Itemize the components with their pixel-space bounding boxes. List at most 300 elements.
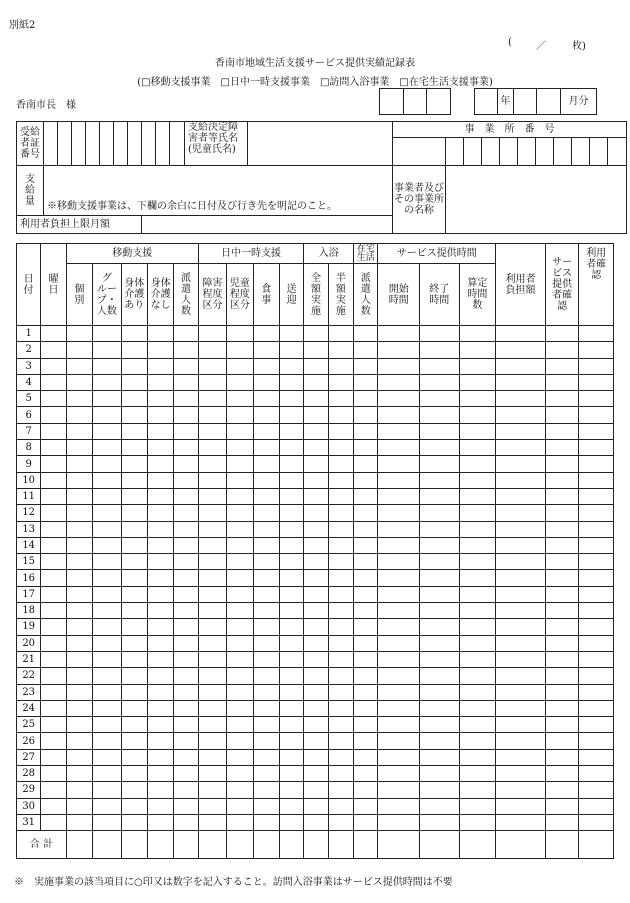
record-cell[interactable] xyxy=(198,798,226,814)
record-cell[interactable] xyxy=(147,505,173,521)
record-cell[interactable] xyxy=(459,766,496,782)
record-cell[interactable] xyxy=(545,423,579,439)
record-cell[interactable] xyxy=(147,570,173,586)
record-cell[interactable] xyxy=(279,603,303,619)
record-cell[interactable] xyxy=(41,766,66,782)
record-cell[interactable] xyxy=(66,505,92,521)
record-cell[interactable] xyxy=(147,586,173,602)
record-cell[interactable] xyxy=(227,766,253,782)
record-cell[interactable] xyxy=(41,700,66,716)
record-cell[interactable] xyxy=(66,342,92,358)
record-cell[interactable] xyxy=(496,586,546,602)
record-cell[interactable] xyxy=(121,651,147,667)
record-cell[interactable] xyxy=(545,472,579,488)
record-cell[interactable] xyxy=(66,554,92,570)
record-cell[interactable] xyxy=(253,374,279,390)
record-cell[interactable] xyxy=(121,374,147,390)
record-cell[interactable] xyxy=(279,635,303,651)
record-cell[interactable] xyxy=(279,423,303,439)
record-cell[interactable] xyxy=(279,814,303,830)
record-cell[interactable] xyxy=(545,766,579,782)
record-cell[interactable] xyxy=(198,472,226,488)
record-cell[interactable] xyxy=(227,798,253,814)
record-cell[interactable] xyxy=(579,440,614,456)
record-cell[interactable] xyxy=(279,374,303,390)
record-cell[interactable] xyxy=(93,537,121,553)
record-cell[interactable] xyxy=(41,782,66,798)
record-cell[interactable] xyxy=(198,684,226,700)
record-cell[interactable] xyxy=(93,488,121,504)
record-cell[interactable] xyxy=(496,733,546,749)
record-cell[interactable] xyxy=(66,374,92,390)
record-cell[interactable] xyxy=(579,374,614,390)
record-cell[interactable] xyxy=(227,342,253,358)
record-cell[interactable] xyxy=(459,326,496,342)
record-cell[interactable] xyxy=(459,586,496,602)
record-cell[interactable] xyxy=(198,700,226,716)
record-cell[interactable] xyxy=(66,391,92,407)
record-cell[interactable] xyxy=(545,700,579,716)
record-cell[interactable] xyxy=(545,619,579,635)
record-cell[interactable] xyxy=(304,391,328,407)
record-cell[interactable] xyxy=(496,603,546,619)
record-cell[interactable] xyxy=(41,521,66,537)
record-cell[interactable] xyxy=(253,554,279,570)
record-cell[interactable] xyxy=(304,603,328,619)
record-cell[interactable] xyxy=(121,391,147,407)
record-cell[interactable] xyxy=(279,326,303,342)
record-cell[interactable] xyxy=(354,619,378,635)
record-cell[interactable] xyxy=(378,521,420,537)
record-cell[interactable] xyxy=(459,521,496,537)
record-cell[interactable] xyxy=(496,358,546,374)
record-cell[interactable] xyxy=(147,668,173,684)
record-cell[interactable] xyxy=(545,717,579,733)
record-cell[interactable] xyxy=(459,814,496,830)
record-cell[interactable] xyxy=(279,391,303,407)
record-cell[interactable] xyxy=(459,603,496,619)
record-cell[interactable] xyxy=(420,391,460,407)
record-cell[interactable] xyxy=(66,407,92,423)
record-cell[interactable] xyxy=(545,342,579,358)
record-cell[interactable] xyxy=(279,766,303,782)
record-cell[interactable] xyxy=(198,391,226,407)
record-cell[interactable] xyxy=(41,358,66,374)
record-cell[interactable] xyxy=(253,456,279,472)
record-cell[interactable] xyxy=(354,358,378,374)
record-cell[interactable] xyxy=(459,749,496,765)
record-cell[interactable] xyxy=(66,521,92,537)
record-cell[interactable] xyxy=(579,391,614,407)
record-cell[interactable] xyxy=(420,440,460,456)
record-cell[interactable] xyxy=(198,374,226,390)
record-cell[interactable] xyxy=(198,668,226,684)
record-cell[interactable] xyxy=(93,326,121,342)
record-cell[interactable] xyxy=(328,684,353,700)
record-cell[interactable] xyxy=(41,374,66,390)
record-cell[interactable] xyxy=(41,668,66,684)
record-cell[interactable] xyxy=(328,651,353,667)
record-cell[interactable] xyxy=(354,521,378,537)
record-cell[interactable] xyxy=(121,668,147,684)
record-cell[interactable] xyxy=(579,407,614,423)
record-cell[interactable] xyxy=(121,488,147,504)
record-cell[interactable] xyxy=(579,456,614,472)
record-cell[interactable] xyxy=(93,717,121,733)
record-cell[interactable] xyxy=(66,603,92,619)
total-cell[interactable] xyxy=(328,831,353,859)
record-cell[interactable] xyxy=(420,668,460,684)
record-cell[interactable] xyxy=(93,798,121,814)
record-cell[interactable] xyxy=(496,423,546,439)
record-cell[interactable] xyxy=(459,342,496,358)
record-cell[interactable] xyxy=(304,456,328,472)
record-cell[interactable] xyxy=(579,782,614,798)
record-cell[interactable] xyxy=(253,326,279,342)
record-cell[interactable] xyxy=(420,456,460,472)
record-cell[interactable] xyxy=(93,782,121,798)
record-cell[interactable] xyxy=(378,537,420,553)
record-cell[interactable] xyxy=(198,554,226,570)
record-cell[interactable] xyxy=(93,374,121,390)
record-cell[interactable] xyxy=(378,505,420,521)
record-cell[interactable] xyxy=(354,635,378,651)
record-cell[interactable] xyxy=(227,358,253,374)
record-cell[interactable] xyxy=(147,684,173,700)
record-cell[interactable] xyxy=(328,798,353,814)
record-cell[interactable] xyxy=(198,440,226,456)
record-cell[interactable] xyxy=(354,391,378,407)
record-cell[interactable] xyxy=(227,586,253,602)
record-cell[interactable] xyxy=(304,505,328,521)
record-cell[interactable] xyxy=(121,684,147,700)
record-cell[interactable] xyxy=(227,326,253,342)
record-cell[interactable] xyxy=(545,603,579,619)
record-cell[interactable] xyxy=(121,440,147,456)
record-cell[interactable] xyxy=(147,619,173,635)
record-cell[interactable] xyxy=(328,717,353,733)
record-cell[interactable] xyxy=(121,717,147,733)
record-cell[interactable] xyxy=(198,456,226,472)
record-cell[interactable] xyxy=(420,423,460,439)
record-cell[interactable] xyxy=(147,554,173,570)
record-cell[interactable] xyxy=(198,651,226,667)
record-cell[interactable] xyxy=(147,749,173,765)
record-cell[interactable] xyxy=(304,586,328,602)
record-cell[interactable] xyxy=(253,717,279,733)
record-cell[interactable] xyxy=(579,472,614,488)
record-cell[interactable] xyxy=(496,635,546,651)
record-cell[interactable] xyxy=(121,456,147,472)
record-cell[interactable] xyxy=(328,358,353,374)
record-cell[interactable] xyxy=(227,749,253,765)
record-cell[interactable] xyxy=(227,668,253,684)
record-cell[interactable] xyxy=(147,766,173,782)
record-cell[interactable] xyxy=(304,684,328,700)
record-cell[interactable] xyxy=(496,537,546,553)
record-cell[interactable] xyxy=(579,326,614,342)
record-cell[interactable] xyxy=(545,586,579,602)
record-cell[interactable] xyxy=(147,700,173,716)
record-cell[interactable] xyxy=(378,619,420,635)
record-cell[interactable] xyxy=(121,554,147,570)
record-cell[interactable] xyxy=(459,717,496,733)
record-cell[interactable] xyxy=(279,668,303,684)
record-cell[interactable] xyxy=(227,554,253,570)
record-cell[interactable] xyxy=(459,684,496,700)
record-cell[interactable] xyxy=(328,635,353,651)
record-cell[interactable] xyxy=(174,521,198,537)
record-cell[interactable] xyxy=(41,651,66,667)
record-cell[interactable] xyxy=(328,733,353,749)
record-cell[interactable] xyxy=(41,505,66,521)
record-cell[interactable] xyxy=(253,814,279,830)
record-cell[interactable] xyxy=(304,814,328,830)
record-cell[interactable] xyxy=(174,423,198,439)
record-cell[interactable] xyxy=(496,456,546,472)
record-cell[interactable] xyxy=(174,603,198,619)
record-cell[interactable] xyxy=(304,635,328,651)
record-cell[interactable] xyxy=(93,358,121,374)
total-cell[interactable] xyxy=(279,831,303,859)
record-cell[interactable] xyxy=(121,603,147,619)
record-cell[interactable] xyxy=(198,358,226,374)
record-cell[interactable] xyxy=(41,472,66,488)
record-cell[interactable] xyxy=(378,440,420,456)
record-cell[interactable] xyxy=(174,505,198,521)
record-cell[interactable] xyxy=(227,456,253,472)
record-cell[interactable] xyxy=(496,766,546,782)
record-cell[interactable] xyxy=(253,619,279,635)
record-cell[interactable] xyxy=(147,407,173,423)
record-cell[interactable] xyxy=(227,684,253,700)
record-cell[interactable] xyxy=(174,488,198,504)
record-cell[interactable] xyxy=(496,554,546,570)
record-cell[interactable] xyxy=(147,782,173,798)
record-cell[interactable] xyxy=(328,814,353,830)
record-cell[interactable] xyxy=(66,814,92,830)
record-cell[interactable] xyxy=(304,749,328,765)
record-cell[interactable] xyxy=(41,407,66,423)
record-cell[interactable] xyxy=(328,619,353,635)
record-cell[interactable] xyxy=(304,717,328,733)
record-cell[interactable] xyxy=(66,586,92,602)
record-cell[interactable] xyxy=(147,651,173,667)
record-cell[interactable] xyxy=(459,407,496,423)
record-cell[interactable] xyxy=(579,537,614,553)
record-cell[interactable] xyxy=(227,717,253,733)
record-cell[interactable] xyxy=(354,603,378,619)
record-cell[interactable] xyxy=(354,814,378,830)
total-cell[interactable] xyxy=(354,831,378,859)
record-cell[interactable] xyxy=(420,700,460,716)
record-cell[interactable] xyxy=(545,456,579,472)
record-cell[interactable] xyxy=(459,488,496,504)
record-cell[interactable] xyxy=(279,440,303,456)
record-cell[interactable] xyxy=(174,684,198,700)
record-cell[interactable] xyxy=(198,326,226,342)
record-cell[interactable] xyxy=(279,456,303,472)
record-cell[interactable] xyxy=(496,570,546,586)
record-cell[interactable] xyxy=(279,537,303,553)
record-cell[interactable] xyxy=(496,472,546,488)
record-cell[interactable] xyxy=(328,749,353,765)
record-cell[interactable] xyxy=(41,586,66,602)
record-cell[interactable] xyxy=(496,798,546,814)
record-cell[interactable] xyxy=(174,700,198,716)
record-cell[interactable] xyxy=(354,472,378,488)
record-cell[interactable] xyxy=(496,749,546,765)
record-cell[interactable] xyxy=(41,488,66,504)
record-cell[interactable] xyxy=(328,554,353,570)
record-cell[interactable] xyxy=(227,423,253,439)
record-cell[interactable] xyxy=(66,749,92,765)
record-cell[interactable] xyxy=(198,635,226,651)
record-cell[interactable] xyxy=(354,700,378,716)
record-cell[interactable] xyxy=(378,749,420,765)
record-cell[interactable] xyxy=(459,554,496,570)
record-cell[interactable] xyxy=(174,391,198,407)
record-cell[interactable] xyxy=(121,326,147,342)
record-cell[interactable] xyxy=(420,570,460,586)
record-cell[interactable] xyxy=(93,586,121,602)
record-cell[interactable] xyxy=(459,472,496,488)
record-cell[interactable] xyxy=(66,326,92,342)
record-cell[interactable] xyxy=(66,472,92,488)
record-cell[interactable] xyxy=(279,342,303,358)
record-cell[interactable] xyxy=(496,326,546,342)
record-cell[interactable] xyxy=(174,440,198,456)
record-cell[interactable] xyxy=(227,505,253,521)
record-cell[interactable] xyxy=(459,391,496,407)
record-cell[interactable] xyxy=(227,651,253,667)
record-cell[interactable] xyxy=(279,570,303,586)
record-cell[interactable] xyxy=(66,619,92,635)
record-cell[interactable] xyxy=(378,700,420,716)
record-cell[interactable] xyxy=(93,505,121,521)
record-cell[interactable] xyxy=(174,798,198,814)
record-cell[interactable] xyxy=(354,668,378,684)
record-cell[interactable] xyxy=(328,472,353,488)
total-cell[interactable] xyxy=(420,831,460,859)
record-cell[interactable] xyxy=(496,342,546,358)
record-cell[interactable] xyxy=(253,798,279,814)
record-cell[interactable] xyxy=(354,488,378,504)
record-cell[interactable] xyxy=(545,684,579,700)
record-cell[interactable] xyxy=(496,407,546,423)
record-cell[interactable] xyxy=(253,358,279,374)
record-cell[interactable] xyxy=(328,374,353,390)
record-cell[interactable] xyxy=(93,472,121,488)
record-cell[interactable] xyxy=(420,798,460,814)
record-cell[interactable] xyxy=(253,423,279,439)
record-cell[interactable] xyxy=(41,814,66,830)
record-cell[interactable] xyxy=(420,684,460,700)
record-cell[interactable] xyxy=(420,374,460,390)
record-cell[interactable] xyxy=(121,635,147,651)
record-cell[interactable] xyxy=(304,700,328,716)
record-cell[interactable] xyxy=(174,668,198,684)
record-cell[interactable] xyxy=(147,521,173,537)
record-cell[interactable] xyxy=(304,488,328,504)
record-cell[interactable] xyxy=(579,554,614,570)
record-cell[interactable] xyxy=(174,570,198,586)
record-cell[interactable] xyxy=(198,814,226,830)
record-cell[interactable] xyxy=(304,358,328,374)
record-cell[interactable] xyxy=(198,505,226,521)
record-cell[interactable] xyxy=(459,570,496,586)
record-cell[interactable] xyxy=(328,586,353,602)
record-cell[interactable] xyxy=(328,342,353,358)
record-cell[interactable] xyxy=(496,488,546,504)
record-cell[interactable] xyxy=(41,717,66,733)
record-cell[interactable] xyxy=(304,651,328,667)
record-cell[interactable] xyxy=(121,537,147,553)
record-cell[interactable] xyxy=(328,423,353,439)
record-cell[interactable] xyxy=(253,749,279,765)
total-cell[interactable] xyxy=(198,831,226,859)
record-cell[interactable] xyxy=(354,798,378,814)
record-cell[interactable] xyxy=(121,358,147,374)
record-cell[interactable] xyxy=(328,440,353,456)
record-cell[interactable] xyxy=(253,651,279,667)
record-cell[interactable] xyxy=(174,619,198,635)
record-cell[interactable] xyxy=(198,521,226,537)
record-cell[interactable] xyxy=(378,342,420,358)
total-cell[interactable] xyxy=(93,831,121,859)
record-cell[interactable] xyxy=(174,554,198,570)
record-cell[interactable] xyxy=(420,521,460,537)
record-cell[interactable] xyxy=(304,537,328,553)
record-cell[interactable] xyxy=(579,733,614,749)
record-cell[interactable] xyxy=(420,651,460,667)
record-cell[interactable] xyxy=(121,766,147,782)
record-cell[interactable] xyxy=(174,635,198,651)
record-cell[interactable] xyxy=(253,700,279,716)
record-cell[interactable] xyxy=(121,342,147,358)
record-cell[interactable] xyxy=(579,668,614,684)
record-cell[interactable] xyxy=(227,374,253,390)
record-cell[interactable] xyxy=(378,684,420,700)
record-cell[interactable] xyxy=(420,619,460,635)
record-cell[interactable] xyxy=(378,603,420,619)
record-cell[interactable] xyxy=(227,440,253,456)
record-cell[interactable] xyxy=(304,570,328,586)
record-cell[interactable] xyxy=(304,733,328,749)
record-cell[interactable] xyxy=(420,358,460,374)
record-cell[interactable] xyxy=(354,684,378,700)
record-cell[interactable] xyxy=(93,684,121,700)
record-cell[interactable] xyxy=(93,700,121,716)
record-cell[interactable] xyxy=(328,700,353,716)
record-cell[interactable] xyxy=(253,521,279,537)
record-cell[interactable] xyxy=(328,391,353,407)
record-cell[interactable] xyxy=(579,717,614,733)
record-cell[interactable] xyxy=(147,603,173,619)
record-cell[interactable] xyxy=(253,782,279,798)
record-cell[interactable] xyxy=(328,407,353,423)
record-cell[interactable] xyxy=(253,342,279,358)
record-cell[interactable] xyxy=(41,326,66,342)
record-cell[interactable] xyxy=(354,733,378,749)
record-cell[interactable] xyxy=(459,635,496,651)
record-cell[interactable] xyxy=(378,326,420,342)
total-cell[interactable] xyxy=(304,831,328,859)
record-cell[interactable] xyxy=(279,700,303,716)
record-cell[interactable] xyxy=(253,766,279,782)
record-cell[interactable] xyxy=(354,342,378,358)
record-cell[interactable] xyxy=(304,407,328,423)
